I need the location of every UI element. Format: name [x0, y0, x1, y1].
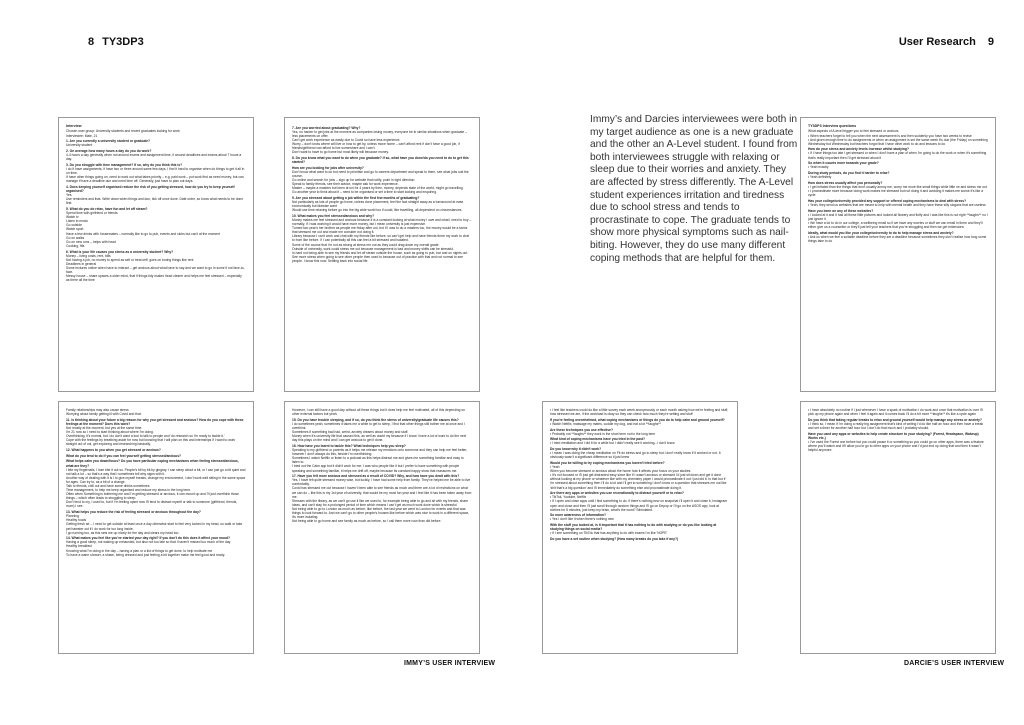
darcie-interview-page-1 [800, 117, 996, 392]
interview-answer: Can't get work experience as easily due to Covid so have less experience. [292, 137, 401, 142]
interview-answer: Money – living costs, rent, bills [66, 253, 111, 258]
interview-answer: • If I open and close apps until I find something to do, if there's nothing new on snapchat I'll open it and close it, Instagram open and close and then I'll just scroll through random things and I'll go on Depop or I'll go on the ASOS app, look at clothes for 5 minutes, just keep my brain, what's the word? Stimulated. [550, 499, 728, 512]
interview-answer: • If I have things too late I get stressed or when I don't have a plan of when I'm going to do the work or when it's something that's really important then I'll get stressed about it [808, 151, 988, 160]
left-page-title: TY3DP3 [102, 36, 144, 48]
interview-answer: Family relationships may also cause stress [66, 408, 129, 412]
interview-answer: Time management, to help me keep organised and reduce my stress in the long term. [66, 488, 192, 493]
interview-answer: Not particularly as lots of people go home, unless done placement, feel the fact straight away as a turnaround at ease economically but likewise want [292, 199, 465, 209]
interview-answer: Speaking to my girlfriend or parents as it helps me release my emotions onto someone and they can help me feel better, however I don't always do this, beside I'm overthinking. [292, 448, 469, 457]
interview-answer: Have a few drinks with housemates – normally like to go to pub, events and clubs but can't at the moment [66, 231, 221, 236]
interview-answer: Talk to friends, chill out and have some drinks sometimes. [66, 483, 151, 488]
panel-heading: TY3DP3 Interview questions [808, 124, 857, 128]
interview-answer: • Yeah exactly [808, 165, 829, 170]
interview-answer: Not mostly at the moment, but yes at the same time. [66, 425, 143, 430]
interview-answer: • Yeah definitely [808, 175, 832, 180]
interview-question: Has your college/university provided any support or offered coping mechanisms to deal with stress? [808, 198, 967, 203]
interview-answer: Go on new runs – helps with head [66, 239, 116, 244]
interview-answer: 4-4 hours a day generally when not around exams and assignment time, if around deadlines and exams about 7 hours a day. [66, 153, 243, 162]
interview-answer: Use reminders and lists. Write down when things and due, tick off once done. Date order, so know what needs to be done first. [66, 197, 245, 206]
interview-question: So more awareness of information? [550, 513, 607, 518]
interview-answer: • I have absolutely no routine if I just whenever I have a spark of motivation I do work and once that motivation is over I'll pick up my phone again and when I feel it again and it comes back I'll do a bit more **laughs** it's like a cycle again [808, 408, 984, 417]
interview-question: Are these techniques you use effective? [550, 427, 614, 432]
interview-question: 15. Do you have trouble sleeping, and if so, do you think the stress of university/graduate life causes this? [292, 417, 459, 422]
immy-interview-page-3 [58, 401, 254, 654]
interview-answer: Outside of university, work could stress me out because management is bad and money shifts can be stressful. [292, 246, 454, 251]
interview-answer: Sometimes if something bad had, weird, anxiety dreams about money and stuff. [292, 430, 409, 435]
interview-answer: Watch sport [66, 227, 84, 232]
interview-answer: Library because I can't work and chat with my friends like before, so can't get help and have friends there my work to chat to from like before. If I can potentially all this can feel a bit stressed and isolated. [292, 234, 470, 243]
interview-question: Do you think that taking regular breaks to relax and ground yourself would help manage any stress or anxiety? [808, 417, 982, 422]
interview-question: 3. Do you struggle with time management? If so, why do you think this is? [66, 162, 183, 167]
interview-question: 4. Does keeping yourself organised reduce the risk of you getting stressed, how do you try to keep yourself organised? [66, 184, 236, 193]
interview-answer: Yes. [66, 193, 73, 198]
interview-answer: Go outside [66, 223, 82, 228]
interview-question: 1. Are you currently a university student or graduate? [66, 139, 150, 144]
interview-answer: • Yeah, they send us websites that are meant to help with mental health and they have these silly slogans that are useless [808, 202, 986, 207]
interview-answer: Go another year to think about it – need to be organised or set a time to start looking and enquiring. [292, 190, 437, 195]
interview-question: How do your stress and anxiety levels increase whilst studying? [808, 147, 909, 152]
interview-question: Ideally, what would you like your college/university to do to help manage stress and anxiety? [808, 230, 954, 235]
interview-answer: University student [66, 143, 93, 148]
interview-question: What kind of coping mechanisms have you tried in the past? [550, 437, 646, 442]
interview-answer: I tried out the Calm app but it didn't work for me, I was who people like it but I prefer to have something with people speaking and something familiar, it helps me drift off, maybe because its constant happy show that reassures me. [292, 464, 461, 473]
interview-answer: I do if have assignments, if have two or three around same few days, I find it hard to organise when do things to get it all in on time. [66, 166, 246, 176]
interview-answer: Worry – don't know where will live or how to get by, unless move home – can't afford rent if don't have a good job, if friends/girlfriend can afford to live somewhere and I can't. [292, 141, 461, 151]
interview-answer: Deadlines in general [66, 261, 97, 266]
interview-answer: See more stress when going to see other people then used to because out of practice with that and not normal to see people. I know this now. Settling back into social life [292, 254, 464, 263]
interview-question: Have you been on any of these websites? [808, 208, 874, 213]
darcie-interview-page-2 [542, 401, 738, 654]
interview-answer: Often when Something is bothering me and I'm getting stressed or anxious, it can mount up and I'll just overthink those things – which often leads to struggling to sleep. [66, 492, 240, 501]
interview-answer: • And given enough time to do assignments or when an assignment is set the same week it's due (the Friday) on something Wednesday but Wednesday but teachers forgot that I have other work to do and lessons to do [808, 137, 989, 146]
interview-question: Have you used any apps or websites to help create structure to your studying? (Forest, Headspace, Wakeup) Works etc.) [808, 431, 980, 440]
interview-answer: • It's not focused or I'll just get distracted easy since like if I wasn't anxious or stressed I'd just sit down and get it done without looking at my phone or whatever like with my chemistry paper I would procrastinate it out I just did it. Is that but if I'm stressed about something then I'll do a lot and I'll get to something I don't know or a question that stresses me out like 'shit that's a big question' and I'll immediately do something else and procrastinate doing it. [550, 473, 728, 490]
panel-heading: Interview [66, 124, 82, 128]
immy-footer-label: IMMY’S USER INTERVIEW [404, 660, 496, 667]
interview-answer: Messy house – share spaces a older mind, that if things tidy makes head clearer and helps me feel stressed – especially as there all the time [66, 274, 243, 283]
interview-answer: Cope with the feelings by breathing aside for now but knowing that I will plan on this and internships if I want to work straight out of uni, get exploring and researching basically. [66, 438, 237, 447]
findings-quote: Immy’s and Darcies interviewees were both in my target audience as one is a new graduate and the other an A-Level student. I found from both interviewees struggle with relaxing or sleep due to their worries and anxiety. They are affected by stress differently. The A-Level student experiences irritation and tiredness due to school stress and tends to procrastinate to cope. The graduate tends to show more physical symptoms such as nail-biting. However, they do use many different coping methods that are helpful for them. [590, 114, 798, 264]
interview-answer: Overthinking, it's normal, but I do don't want a tool to talk to people and 'do research so I'm ready to tackle it.' [66, 434, 225, 439]
interview-answer: Go online and search for jobs – sign up for website that notify, point in right direction. [292, 177, 416, 182]
interview-answer: What aspects of A-level trigger you to feel stressed or anxious [808, 129, 899, 134]
interview-answer: Don't know what want to do but need to prioritise and go to careers department and speak to them, see what jobs suit the course. [292, 169, 470, 178]
interview-answer: Cooking, fifa [66, 243, 85, 248]
darcie-interview-page-3 [800, 401, 996, 654]
interview-answer: I bite my fingernails, I lose bite it out so. People's bit by bit by gingray. I can sleep about a bit, or I can just go a bit quiet and not talk a lot – so that's a way that I sometimes tell why signs with it. [66, 467, 247, 476]
interview-answer: When you become stressed or anxious about the home how it affects your focus on your studies. [550, 469, 692, 474]
interview-answer: Don't want to have to go home but most likely will because money. [292, 150, 389, 155]
interview-answer: Interviewee: Male, 21 [66, 133, 98, 138]
interview-question: 8. Do you know what you want to do when you graduate? If so, what have you done/do you need to do to get this started? [292, 155, 470, 164]
interview-answer: Speak to family friends, see their advice, maybe ask for work experience. [292, 182, 399, 186]
interview-question: If you're feeling overwhelmed, what coping mechanisms or things do you do to help calm and ground yourself? [550, 417, 725, 422]
interview-answer: • Ask us when we feel a suitable deadline before they set a deadline because sometimes they don't realise how long some things take to do [808, 234, 988, 243]
interview-answer: Go on walks [66, 235, 85, 240]
interview-answer: Sometimes I watch Netflix or listen to a podcast as this helps distract me and gives me something familiar and easy to listen to. [292, 456, 465, 465]
interview-question: During study periods, do you find it harder to relax? [808, 171, 890, 176]
interview-question: Do you have a set routine when studying? (How many breaks do you take if any?) [550, 536, 679, 541]
immy-interview-page-1 [58, 117, 254, 392]
interview-answer: I do sometimes yeah, sometimes it takes me a while to get to sleep, I find that other things still bother me at once and I overthink. [292, 421, 466, 430]
interview-answer: • I feel like teachers could do like a little survey each week anonymously or each month asking how we're feeling and stuff, how stressed we are, if the workload is okay so they can check how much they're setting and stuff [550, 408, 730, 417]
interview-answer: Healthy breakfast [66, 544, 92, 549]
interview-answer: • I've used the Forest one before but you could pause it or something so you could go on other apps, there was a feature where you'll watch and it'll allow you to go to other apps on your phone and I'd just end up doing that and then it wasn't helpful anymore. [808, 439, 985, 453]
interview-answer: In hard not being able to see my friends and let off steam outside the house, such as going to pub, bar and on nights out. [292, 250, 469, 255]
interview-answer: Money makes me feel stressed and anxious because it is a constant looking at what money I owe and what I need to buy – normally, if I was working it would have more money, but I mean university is just expensive. [292, 217, 473, 227]
interview-answer: Would use time relaxing before go into the big wide world too if could, like travelling, all dependent on circumstances. [292, 208, 463, 213]
interview-answer: Not being able to go to London as much as before, like before, the last year we went to London for events and that was things to look forward to. And we can't go to other people's houses like before which was nice to work in a different space, it's more isolating. [292, 506, 471, 520]
interview-answer: • I tried meditation and I did it for a while but I didn't really see it working...I don't know [550, 441, 675, 446]
interview-question: 17. Have you felt more anxious and stressed as a result of COVID? Why, and how have you dealt with this? [292, 474, 460, 479]
interview-answer: Not being able to go home and see family as much as before, so I call them more now than did before. [292, 519, 442, 524]
interview-answer: • Yes I don't like it when there's nothing new [550, 517, 614, 522]
interview-question: Do you know why it didn't work? [550, 447, 602, 452]
interview-answer: • TikTok, Youtube, Netflix [550, 495, 587, 500]
right-page-header [899, 36, 994, 48]
interview-answer: Some of the course that I'm not as strong at stress me out as they could drag down my overall grade. [292, 242, 440, 247]
interview-answer: Planning [66, 514, 79, 519]
interview-question: So when it counts more towards your grade? [808, 161, 879, 166]
interview-question: 12. What happens to you when you get stressed or anxious? [66, 448, 161, 453]
interview-question: Would you be willing to try coping mechanisms you haven't tried before? [550, 461, 665, 465]
interview-answer: If have other things going on, need to work out what takes priority – e.g. paid work – put work first as need money, but can manage if have a deadline due and need time off. Generally, just have to plan out days. [66, 175, 245, 184]
right-page-title: User Research [898, 36, 976, 48]
interview-question: 5. What do you do relax, have fun and let off steam? [66, 206, 148, 211]
interview-answer: Don't tend to cry, I used to, but if I'm feeling upset now I'll tend to distract myself or talk to someone (girlfriend, friends, mum) I see. [66, 500, 239, 509]
interview-question: 10. What makes you feel stressed/anxious and why? [292, 213, 375, 218]
interview-answer: Listen to music [66, 219, 88, 224]
right-page-number: 9 [987, 36, 994, 48]
interview-answer: Getting fresh air – I need to get outside at least once a day otherwise start to feel very locked in my head, so walk or take pet hamster out if I do work for too long inside. [66, 522, 244, 531]
interview-question: What do you tend to do if you can feel yourself getting stressed/anxious? [66, 453, 182, 458]
interview-answer: • Probably not **laughs** they work in the short term not in the long term [550, 431, 656, 436]
interview-answer: To have a warm shower, a shave, being dressed and just feeling a bit together make me feel good and ready. [66, 552, 226, 557]
interview-answer: Some lectures online when have to interact – get anxious about what have to say and we want to go in some if not face-to-face. [66, 265, 245, 274]
interview-question: What helps calm you down/focus? Do you have particular coping mechanisms when feeling stressed/anxious, what are they? [66, 459, 240, 468]
interview-answer: Yes, no harder to get jobs at the moment as companies losing money, everyone be in similar situations when graduate – less placements on offer. [292, 129, 468, 138]
interview-answer: • Yeah [550, 465, 560, 470]
interview-question: With the stuff you looked at, is it important that it has nothing to do with studying or do you like looking at studying things on social media? [550, 523, 718, 532]
interview-answer: Another way of dealing with it is I to give myself breaks, change my environment, I don't work well sitting in the same space for ages. Can try to, as a bit of a change. [66, 475, 247, 484]
interview-answer: Turned two year's her brother as people me friday after uni, but if I was to do a masters too, the money would be a factor that stressed me out and made me consider not doing it. [292, 226, 469, 235]
interview-answer: • I mean I was doing the cheap meditation on Fit do stress and go to sleep but I don't really know if it worked or not. It obviously wasn't a significant difference so it just knew [550, 451, 722, 460]
immy-interview-page-4 [284, 401, 480, 654]
immy-interview-page-2 [284, 117, 480, 392]
darcie-footer-label: DARCIE’S USER INTERVIEW [904, 660, 1005, 667]
interview-answer: I'm 21 now so I need to start thinking about where I'm doing. [66, 430, 154, 435]
interview-answer: Yes, I have felt quite stressed money wise, but luckily, I have had some help from family. They've helped me be able to live comfortably. [292, 478, 472, 487]
interview-answer: Having a good sleep, not waking up exhausted, but also not too late so that I haven't missed too much of the day. [66, 540, 231, 545]
interview-answer: Money when it's university life that caused this, as well as doubt my because if I know I have a lot of work to do the next day this plays on the mind and I can get anxious to get it done. [292, 434, 468, 443]
interview-question: 14. What makes you feel like you've started your day right? If you don't do this does it affect your mood? [66, 536, 231, 541]
interview-answer: Worrying about family getting ill with Covid and that. [66, 412, 142, 417]
interview-answer: Knowing what I'm doing in the day – having a plan or a list of things to get done, to help motivate me [66, 548, 213, 553]
interview-answer: • Watch Netflix, massage my mates, cuddle my dog, and eat a lot **laughs** [550, 421, 661, 426]
interview-answer: I go running too, as this sets me up nicely for the day and clears my head too. [66, 530, 180, 535]
left-page-number: 8 [88, 36, 95, 48]
interview-question: 13. What helps you reduce the risk of feeling stressed or anxious throughout the day? [66, 510, 201, 515]
interview-question: 2. On average how many hours a day do you do work? [66, 148, 152, 153]
interview-answer: Stresses with the library, as we can't go use it like we used to, for example being able to go and sit with my friends, share ideas, and can't stay for a prolonged period of time which means I can't get as much work done which is stressful. [292, 498, 470, 507]
interview-answer: • I procrastinate more because doing work makes me stressed but not doing it and avoiding it makes me worse it's like a cycle [808, 189, 985, 198]
interview-answer: Covid has stressed me out because I haven't been able to see friends as much and there are a lot of restrictions on what we can do – like this is my 1st year of university, that would be my most fun year and I feel like it has been taken away from me. [292, 486, 473, 499]
interview-question: 11. Is thinking about your future a big reason for why you get stressed and anxious? How do you cope with these feelings at the moment? Does this work? [66, 417, 245, 426]
interview-answer: • I get irritated than the things that don't usually annoy me, worry me more like small things while little ne and stress me out [808, 184, 987, 189]
interview-answer: Not having a job, no money to spend as self or treat self, goes on boring things like rent [66, 257, 194, 262]
interview-answer: Master – maybe a masters but been at uni for 4 years by then, money, depends state of the world, might go travelling. [292, 186, 464, 191]
interview-answer: However, I can still have a good day without all these things but it does help me feel motivated, all of this depending on other external factors but yeah. [292, 408, 466, 417]
interview-question: How does stress usually affect you personally? [808, 180, 883, 185]
interview-answer: • We have a lot to do in our college, a wellbeing email so if we have any worries or stuff we can email in there and they'll either give us a counsellor or they'll just tell your teachers that you're struggling and then we get extensions [808, 220, 984, 229]
interview-question: 16. How have you learnt to tackle this? What techniques help you sleep? [292, 443, 406, 448]
interview-question: 7. Are you worried about graduating? Why? [292, 125, 361, 130]
interview-question: How are you looking for jobs after university? [292, 165, 364, 170]
interview-answer: • I looked at it and it had all these little pictures and looked all flowery and fluffy and I was like this is not right **laughs** no I just ignore it [808, 212, 989, 221]
interview-answer: • If I see something on TikTok that has anything to do with exams I'm like 'NOPE' [550, 531, 668, 536]
interview-answer: • I think so, I mean if I'm doing a really big assignment that's kind of writing I'd do like half an hour and then have a break and set a timer for another half hour but I don't do that much and I probably should. [808, 421, 985, 430]
interview-question: 6. What is your life causes you stress as a university student? Why? [66, 249, 174, 254]
interview-answer: Watch tv [66, 215, 79, 220]
interview-question: 9. Are you stressed about getting a job within the first few months of graduating? [292, 195, 420, 200]
interview-answer: Chosen user group: University students and recent graduates looking for work [66, 129, 180, 134]
interview-answer: Spend time with girlfriend or friends [66, 211, 118, 216]
interview-answer: Healthy foods [66, 518, 87, 523]
interview-answer: • When teachers forget to tell you when the next assessment is and then suddenly you have two weeks to revise [808, 133, 972, 138]
left-page-header [88, 36, 144, 48]
interview-question: Are there any apps or websites you use recreationally to distract yourself or to relax? [550, 491, 684, 496]
